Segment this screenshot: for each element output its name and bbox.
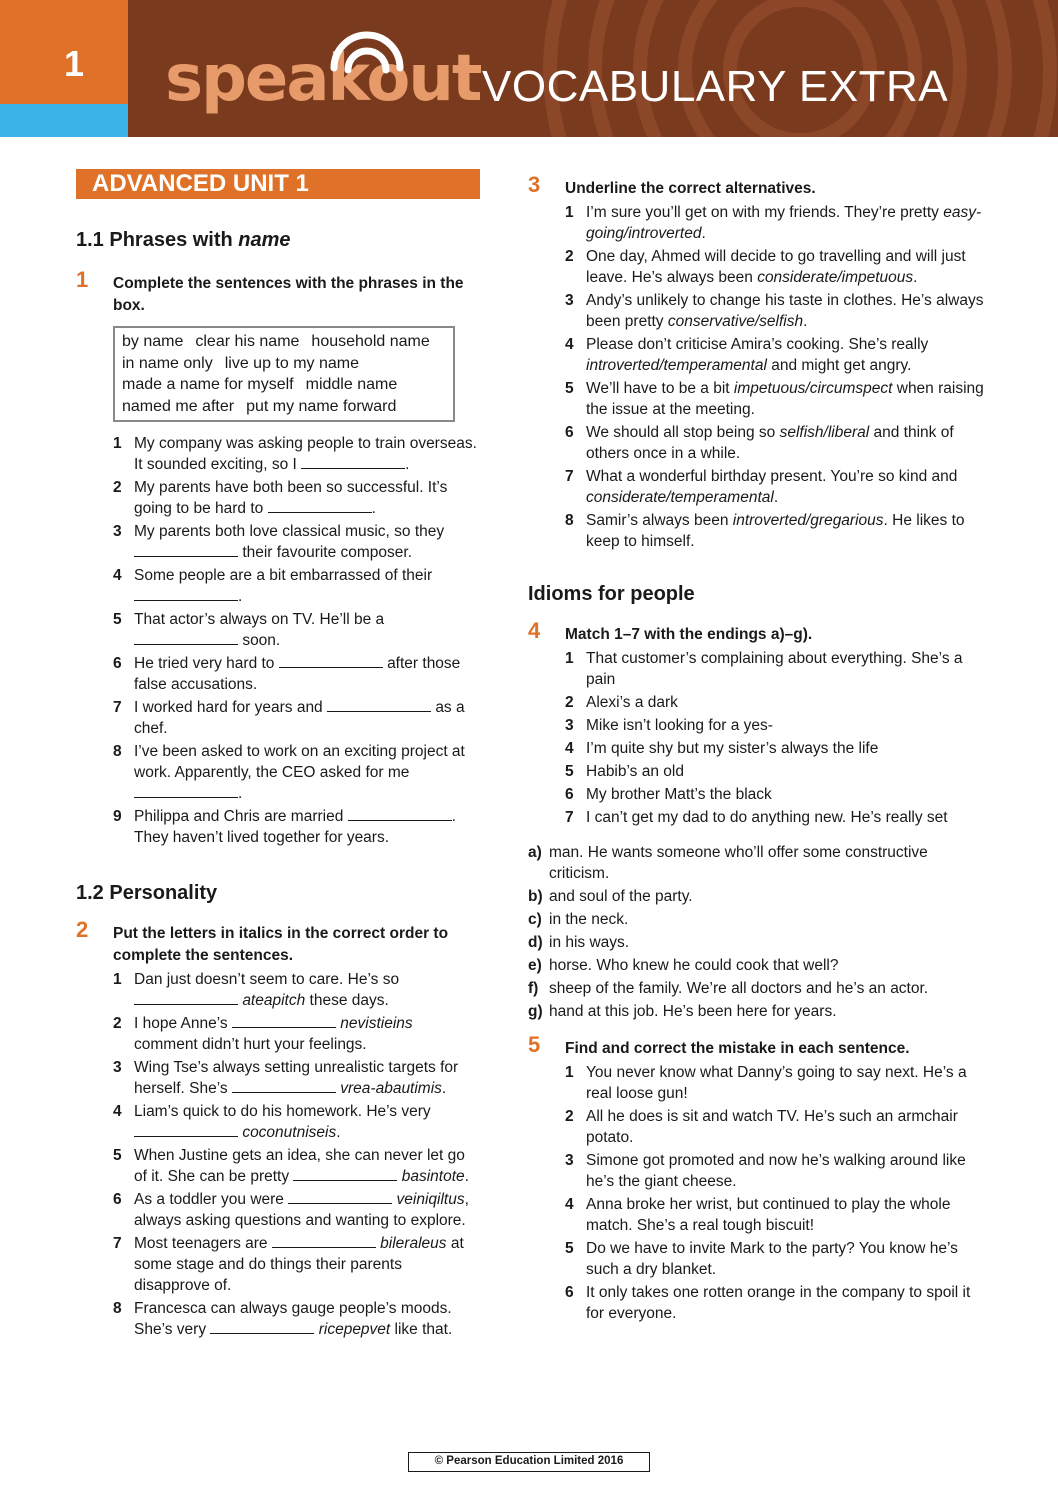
exercise-item <box>565 378 988 420</box>
exercise-item <box>113 433 480 475</box>
exercise-4-endings <box>528 842 988 1022</box>
item-text: My brother Matt’s the black <box>586 786 772 803</box>
left-column <box>76 168 480 1340</box>
box-phrase: middle name <box>305 376 398 393</box>
exercise-instruction: Match 1–7 with the endings a)–g). <box>565 626 813 643</box>
item-text-end: . <box>371 500 376 517</box>
item-text-start: Some people are a bit embarrassed of their <box>134 567 433 584</box>
exercise-item <box>565 738 988 759</box>
item-text-start: As a toddler you were <box>134 1191 284 1208</box>
item-number: 3 <box>113 1059 122 1076</box>
item-text <box>134 697 480 739</box>
item-text-end: . <box>701 225 706 242</box>
exercise-item <box>565 202 988 244</box>
item-text-start: Liam’s quick to do his homework. He’s very <box>134 1103 431 1120</box>
alternatives: considerate/temperamental <box>586 489 774 506</box>
item-text-start: Francesca can always gauge people’s moods. She’s very <box>134 1300 452 1338</box>
item-text-start: One day, Ahmed will decide to go travelling and will just leave. He’s always been <box>586 248 966 286</box>
item-number: 1 <box>113 435 122 452</box>
exercise-item <box>528 842 988 884</box>
scrambled-word: coconutniseis <box>242 1124 337 1141</box>
exercise-2-items <box>113 969 480 1340</box>
item-text-start: I worked hard for years and <box>134 699 323 716</box>
exercise-instruction: Complete the sentences with the phrases in the box. <box>113 275 464 314</box>
item-number: 6 <box>565 786 574 803</box>
item-text-end: . <box>238 588 243 605</box>
item-text-start: My parents have both been so successful. It’s going to be hard to <box>134 479 448 517</box>
box-phrase: named me after <box>122 397 235 415</box>
item-number: 1 <box>565 1064 574 1081</box>
box-phrase: live up to my name <box>224 354 359 372</box>
exercise-item <box>565 334 988 376</box>
item-number: 6 <box>565 424 574 441</box>
item-text <box>586 422 988 464</box>
item-text-start: My parents both love classical music, so they <box>134 523 445 540</box>
scrambled-word: ricepepvet <box>318 1321 391 1338</box>
item-number: 7 <box>113 1235 122 1252</box>
exercise-item <box>528 932 988 953</box>
phrase-box-row <box>122 396 446 418</box>
item-text <box>134 806 480 848</box>
item-text-start: My company was asking people to train overseas. It sounded exciting, so I <box>134 435 477 473</box>
exercise-instruction: Underline the correct alternatives. <box>565 180 816 197</box>
item-text: horse. Who knew he could cook that well? <box>549 957 839 974</box>
exercise-5-heading <box>528 1032 988 1060</box>
item-text <box>586 290 988 332</box>
exercise-item <box>113 697 480 739</box>
item-number: 4 <box>113 567 122 584</box>
item-text <box>134 1145 480 1187</box>
alternatives: easy-going/introverted <box>586 204 982 242</box>
box-phrase: by name <box>122 333 184 350</box>
item-text <box>134 1013 480 1055</box>
item-text: I’m quite shy but my sister’s always the life <box>586 740 879 757</box>
exercise-item <box>565 807 988 828</box>
item-number: 2 <box>565 694 574 711</box>
item-text <box>134 609 480 651</box>
answer-blank <box>134 631 238 645</box>
scrambled-word: nevistieins <box>340 1015 413 1032</box>
section-title-personality: 1.2 Personality <box>76 882 218 904</box>
exercise-1-heading <box>76 267 480 317</box>
item-number: 8 <box>113 1300 122 1317</box>
exercise-2-heading <box>76 917 480 967</box>
item-text <box>586 334 988 376</box>
item-text-end: like that. <box>394 1321 453 1338</box>
exercise-item <box>113 1233 480 1296</box>
item-text <box>586 202 988 244</box>
phrase-box-row <box>122 331 446 353</box>
header-title: VOCABULARY EXTRA <box>482 62 949 111</box>
item-text-start: That actor’s always on TV. He’ll be a <box>134 611 385 628</box>
item-number: 2 <box>113 479 122 496</box>
exercise-1-items <box>113 433 480 848</box>
exercise-item <box>113 1189 480 1231</box>
item-number: 8 <box>113 743 122 760</box>
exercise-item <box>113 1101 480 1143</box>
item-text-end: and think of others once in a while. <box>586 424 954 462</box>
item-text: and soul of the party. <box>549 888 693 905</box>
item-number: 4 <box>113 1103 122 1120</box>
item-number: f) <box>528 980 539 997</box>
alternatives: selfish/liberal <box>779 424 870 441</box>
alternatives: conservative/selfish <box>667 313 804 330</box>
exercise-4-heading <box>528 618 988 646</box>
answer-blank <box>327 698 431 712</box>
item-number: 5 <box>113 1147 122 1164</box>
item-text <box>586 466 988 508</box>
scrambled-word: basintote <box>401 1168 465 1185</box>
item-text-end: . <box>773 489 779 506</box>
item-text <box>134 1057 480 1099</box>
exercise-item <box>565 1194 988 1236</box>
item-text-end: . He likes to keep to himself. <box>586 512 965 550</box>
exercise-instruction: Put the letters in italics in the correct order to complete the sentences. <box>113 925 449 964</box>
item-text-end: . <box>464 1168 469 1185</box>
answer-blank <box>134 1123 238 1137</box>
phrase-box <box>113 326 455 422</box>
section-title-idioms: Idioms for people <box>528 583 695 605</box>
item-text: Mike isn’t looking for a yes- <box>586 717 773 734</box>
answer-blank <box>288 1190 392 1204</box>
answer-blank <box>134 543 238 557</box>
item-text-start: Samir’s always been <box>586 512 733 529</box>
item-text-start: I’m sure you’ll get on with my friends. They’re pretty <box>586 204 944 221</box>
exercise-number: 5 <box>528 1032 541 1057</box>
exercise-item <box>528 955 988 976</box>
exercise-instruction: Find and correct the mistake in each sentence. <box>565 1040 910 1057</box>
unit-heading: ADVANCED UNIT 1 <box>76 169 480 199</box>
item-number: a) <box>528 844 542 861</box>
item-number: 7 <box>113 699 122 716</box>
exercise-number: 2 <box>76 917 89 942</box>
item-number: 4 <box>565 336 574 353</box>
item-text-end: . <box>803 313 808 330</box>
item-text: You never know what Danny’s going to say next. He’s a real loose gun! <box>586 1064 967 1102</box>
exercise-item <box>113 1298 480 1340</box>
item-text <box>134 1189 480 1231</box>
scrambled-word: ateapitch <box>242 992 306 1009</box>
page-header <box>0 0 1058 137</box>
exercise-item <box>113 1013 480 1055</box>
answer-blank <box>268 499 372 513</box>
item-number: g) <box>528 1003 543 1020</box>
exercise-item <box>528 909 988 930</box>
exercise-item <box>113 1057 480 1099</box>
item-text: hand at this job. He’s been here for years. <box>549 1003 837 1020</box>
exercise-item <box>565 466 988 508</box>
item-number: 7 <box>565 809 574 826</box>
scrambled-word: veiniqiltus <box>396 1191 465 1208</box>
item-number: 1 <box>113 971 122 988</box>
item-text-end: . <box>913 269 918 286</box>
item-number: 3 <box>565 1152 574 1169</box>
box-phrase: household name <box>311 333 430 350</box>
answer-blank <box>134 991 238 1005</box>
item-text-end: comment didn’t hurt your feelings. <box>134 1036 367 1053</box>
item-text-start: When Justine gets an idea, she can never let go of it. She can be pretty <box>134 1147 465 1185</box>
item-number: 4 <box>565 740 574 757</box>
item-text-end: as a chef. <box>134 699 465 737</box>
item-text: All he does is sit and watch TV. He’s such an armchair potato. <box>586 1108 958 1146</box>
exercise-3-heading <box>528 172 988 200</box>
section-title-phrases: 1.1 Phrases with name <box>76 229 291 251</box>
answer-blank <box>279 654 383 668</box>
item-number: 5 <box>565 380 574 397</box>
item-text-end: soon. <box>242 632 281 649</box>
item-text-end: these days. <box>309 992 389 1009</box>
item-text-end: . <box>238 785 243 802</box>
exercise-item <box>565 1282 988 1324</box>
item-text <box>586 246 988 288</box>
item-text <box>134 477 480 519</box>
item-text-end: and might get angry. <box>766 357 912 374</box>
item-text-start: Philippa and Chris are married <box>134 808 344 825</box>
item-text-start: Please don’t criticise Amira’s cooking. She’s really <box>586 336 929 353</box>
item-text <box>134 741 480 804</box>
item-text: Simone got promoted and now he’s walking around like he’s the giant cheese. <box>586 1152 966 1190</box>
item-text-start: I hope Anne’s <box>134 1015 228 1032</box>
item-text-start: Most teenagers are <box>134 1235 268 1252</box>
exercise-number: 1 <box>76 267 89 292</box>
item-text-start: Wing Tse’s always setting unrealistic targets for herself. She’s <box>134 1059 459 1097</box>
item-text: Habib’s an old <box>586 763 684 780</box>
item-text-end: their favourite composer. <box>242 544 413 561</box>
item-number: b) <box>528 888 543 905</box>
item-text-start: Dan just doesn’t seem to care. He’s so <box>134 971 400 988</box>
answer-blank <box>232 1014 336 1028</box>
item-text-start: I’ve been asked to work on an exciting project at work. Apparently, the CEO asked for me <box>134 743 465 781</box>
box-phrase: in name only <box>122 354 213 372</box>
item-text-start: We should all stop being so <box>586 424 780 441</box>
exercise-item <box>113 609 480 651</box>
item-text <box>134 1101 480 1143</box>
exercise-item <box>113 653 480 695</box>
item-number: 2 <box>565 1108 574 1125</box>
exercise-item <box>113 741 480 804</box>
alternatives: considerate/impetuous <box>757 269 914 286</box>
item-number: 6 <box>113 1191 122 1208</box>
item-number: 5 <box>565 763 574 780</box>
item-text-end: , always asking questions and wanting to explore. <box>134 1191 469 1229</box>
item-text-start: We’ll have to be a bit <box>586 380 734 397</box>
item-text: man. He wants someone who’ll offer some constructive criticism. <box>549 844 928 882</box>
item-number: c) <box>528 911 542 928</box>
box-phrase: put my name forward <box>246 397 397 415</box>
exercise-item <box>565 422 988 464</box>
answer-blank <box>232 1079 336 1093</box>
item-text <box>134 521 480 563</box>
exercise-5-items <box>565 1062 988 1324</box>
unit-number: 1 <box>64 43 85 84</box>
item-number: 3 <box>565 292 574 309</box>
item-number: 1 <box>565 650 574 667</box>
accent-strip <box>0 104 128 137</box>
item-text-end: . <box>441 1080 447 1097</box>
item-text-end: at some stage and do things their parents disapprove of. <box>134 1235 464 1294</box>
exercise-item <box>113 477 480 519</box>
answer-blank <box>210 1320 314 1334</box>
item-text: Anna broke her wrist, but continued to play the whole match. She’s a real tough biscuit! <box>586 1196 951 1234</box>
answer-blank <box>301 455 405 469</box>
exercise-item <box>565 1150 988 1192</box>
item-text-end: after those false accusations. <box>134 655 461 693</box>
item-text <box>134 565 480 607</box>
answer-blank <box>293 1167 397 1181</box>
alternatives: introverted/temperamental <box>586 357 767 374</box>
item-number: 1 <box>565 204 574 221</box>
speech-waves-icon <box>312 18 422 78</box>
exercise-item <box>528 1001 988 1022</box>
copyright-footer: © Pearson Education Limited 2016 <box>408 1452 650 1472</box>
item-number: 2 <box>565 248 574 265</box>
answer-blank <box>272 1234 376 1248</box>
item-text-start: What a wonderful birthday present. You’re so kind and <box>586 468 958 485</box>
brand-prefix: speak <box>165 42 367 116</box>
box-phrase: made a name for myself <box>122 376 294 393</box>
item-number: 6 <box>565 1284 574 1301</box>
exercise-item <box>565 246 988 288</box>
item-number: 7 <box>565 468 574 485</box>
item-text: in his ways. <box>549 934 630 951</box>
item-text: Alexi’s a dark <box>586 694 678 711</box>
item-text-end: . They haven’t lived together for years. <box>134 808 456 846</box>
item-number: 5 <box>565 1240 574 1257</box>
exercise-number: 4 <box>528 618 541 643</box>
item-text: I can’t get my dad to do anything new. He’s really set <box>586 809 948 826</box>
answer-blank <box>134 587 238 601</box>
item-text <box>134 1233 480 1296</box>
exercise-item <box>565 1106 988 1148</box>
alternatives: introverted/gregarious <box>732 512 884 529</box>
item-text <box>134 433 480 475</box>
item-number: 3 <box>565 717 574 734</box>
box-phrase: clear his name <box>195 333 300 350</box>
item-text: It only takes one rotten orange in the company to spoil it for everyone. <box>586 1284 971 1322</box>
exercise-item <box>565 784 988 805</box>
exercise-item <box>565 290 988 332</box>
item-text-end: . <box>336 1124 341 1141</box>
exercise-item <box>565 648 988 690</box>
exercise-item <box>113 969 480 1011</box>
item-number: 4 <box>565 1196 574 1213</box>
exercise-item <box>565 761 988 782</box>
exercise-3-items <box>565 202 988 552</box>
phrase-box-row <box>122 374 446 396</box>
exercise-item <box>565 715 988 736</box>
exercise-item <box>565 1062 988 1104</box>
exercise-item <box>113 565 480 607</box>
item-number: 8 <box>565 512 574 529</box>
phrase-box-row <box>122 353 446 375</box>
item-number: 2 <box>113 1015 122 1032</box>
scrambled-word: bileraleus <box>380 1235 447 1252</box>
exercise-item <box>565 1238 988 1280</box>
answer-blank <box>348 807 452 821</box>
exercise-4-items <box>565 648 988 828</box>
exercise-item <box>565 510 988 552</box>
item-text <box>134 1298 480 1340</box>
item-text <box>586 510 988 552</box>
item-text: in the neck. <box>549 911 629 928</box>
exercise-item <box>565 692 988 713</box>
exercise-item <box>113 1145 480 1187</box>
item-text: sheep of the family. We’re all doctors and he’s an actor. <box>549 980 929 997</box>
item-text-start: Andy’s unlikely to change his taste in clothes. He’s always been pretty <box>586 292 984 330</box>
item-text-end: . <box>405 456 410 473</box>
item-text <box>586 378 988 420</box>
item-number: 5 <box>113 611 122 628</box>
exercise-item <box>113 806 480 848</box>
exercise-number: 3 <box>528 172 541 197</box>
item-number: 6 <box>113 655 122 672</box>
unit-number-tab <box>0 0 128 104</box>
item-number: 9 <box>113 808 122 825</box>
exercise-item <box>528 886 988 907</box>
item-text: Do we have to invite Mark to the party? You know he’s such a dry blanket. <box>586 1240 958 1278</box>
item-text-end: when raising the issue at the meeting. <box>586 380 984 418</box>
item-text <box>134 969 480 1011</box>
right-column <box>528 168 988 1324</box>
alternatives: impetuous/circumspect <box>733 380 893 397</box>
exercise-item <box>113 521 480 563</box>
item-number: 3 <box>113 523 122 540</box>
item-text-start: He tried very hard to <box>134 655 275 672</box>
answer-blank <box>134 784 238 798</box>
item-text: That customer’s complaining about everything. She’s a pain <box>586 650 963 688</box>
item-number: d) <box>528 934 543 951</box>
exercise-item <box>528 978 988 999</box>
brand-suffix: out <box>366 42 481 116</box>
item-number: e) <box>528 957 542 974</box>
scrambled-word: vrea-abautimis <box>340 1080 442 1097</box>
item-text <box>134 653 480 695</box>
